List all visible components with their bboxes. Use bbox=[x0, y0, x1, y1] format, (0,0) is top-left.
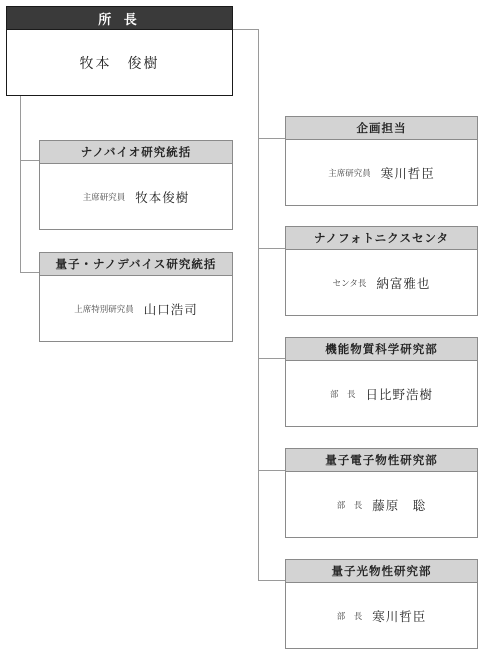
connector-right-branch-2 bbox=[258, 248, 285, 249]
unit-box-planning bbox=[285, 140, 478, 206]
unit-box-quantum-optical bbox=[285, 583, 478, 649]
unit-box-quantum-electron bbox=[285, 472, 478, 538]
connector-right-branch-3 bbox=[258, 358, 285, 359]
connector-right-branch-4 bbox=[258, 470, 285, 471]
unit-title-quantum-optical: 量子光物性研究部 bbox=[285, 559, 478, 583]
connector-left-branch-2 bbox=[20, 272, 39, 273]
connector-left-trunk bbox=[20, 96, 21, 272]
director-title: 所 長 bbox=[6, 6, 233, 30]
unit-person-name: 藤原 聡 bbox=[372, 497, 427, 513]
unit-person-name: 牧本俊樹 bbox=[135, 189, 190, 205]
unit-box-nanophotonics bbox=[285, 250, 478, 316]
unit-role: 主席研究員 bbox=[82, 192, 126, 203]
unit-role: 部 長 bbox=[336, 611, 363, 622]
director-name: 牧本 俊樹 bbox=[79, 55, 160, 72]
unit-title-nanobio: ナノバイオ研究統括 bbox=[39, 140, 233, 164]
unit-box-nanobio bbox=[39, 164, 233, 230]
unit-role: 主席研究員 bbox=[328, 168, 371, 179]
unit-person-name: 山口浩司 bbox=[143, 301, 198, 317]
unit-role: 上席特別研究員 bbox=[74, 304, 134, 315]
director-box bbox=[6, 30, 233, 96]
unit-title-nanophotonics: ナノフォトニクスセンタ bbox=[285, 226, 478, 250]
unit-title-quantum-nano-device: 量子・ナノデバイス研究統括 bbox=[39, 252, 233, 276]
unit-person-name: 納富雅也 bbox=[376, 275, 431, 291]
unit-role: センタ長 bbox=[332, 278, 367, 289]
connector-right-trunk bbox=[258, 29, 259, 581]
unit-title-functional-materials: 機能物質科学研究部 bbox=[285, 337, 478, 361]
unit-title-planning: 企画担当 bbox=[285, 116, 478, 140]
unit-role: 部 長 bbox=[329, 389, 356, 400]
unit-person-name: 寒川哲臣 bbox=[372, 608, 427, 624]
connector-right-branch-5 bbox=[258, 580, 285, 581]
connector-right-branch-1 bbox=[258, 138, 285, 139]
unit-person-name: 寒川哲臣 bbox=[380, 165, 435, 181]
connector-right-trunk-top bbox=[233, 29, 258, 30]
connector-left-branch-1 bbox=[20, 160, 39, 161]
unit-box-quantum-nano-device bbox=[39, 276, 233, 342]
unit-role: 部 長 bbox=[336, 500, 363, 511]
unit-box-functional-materials bbox=[285, 361, 478, 427]
unit-person-name: 日比野浩樹 bbox=[365, 386, 434, 402]
unit-title-quantum-electron: 量子電子物性研究部 bbox=[285, 448, 478, 472]
